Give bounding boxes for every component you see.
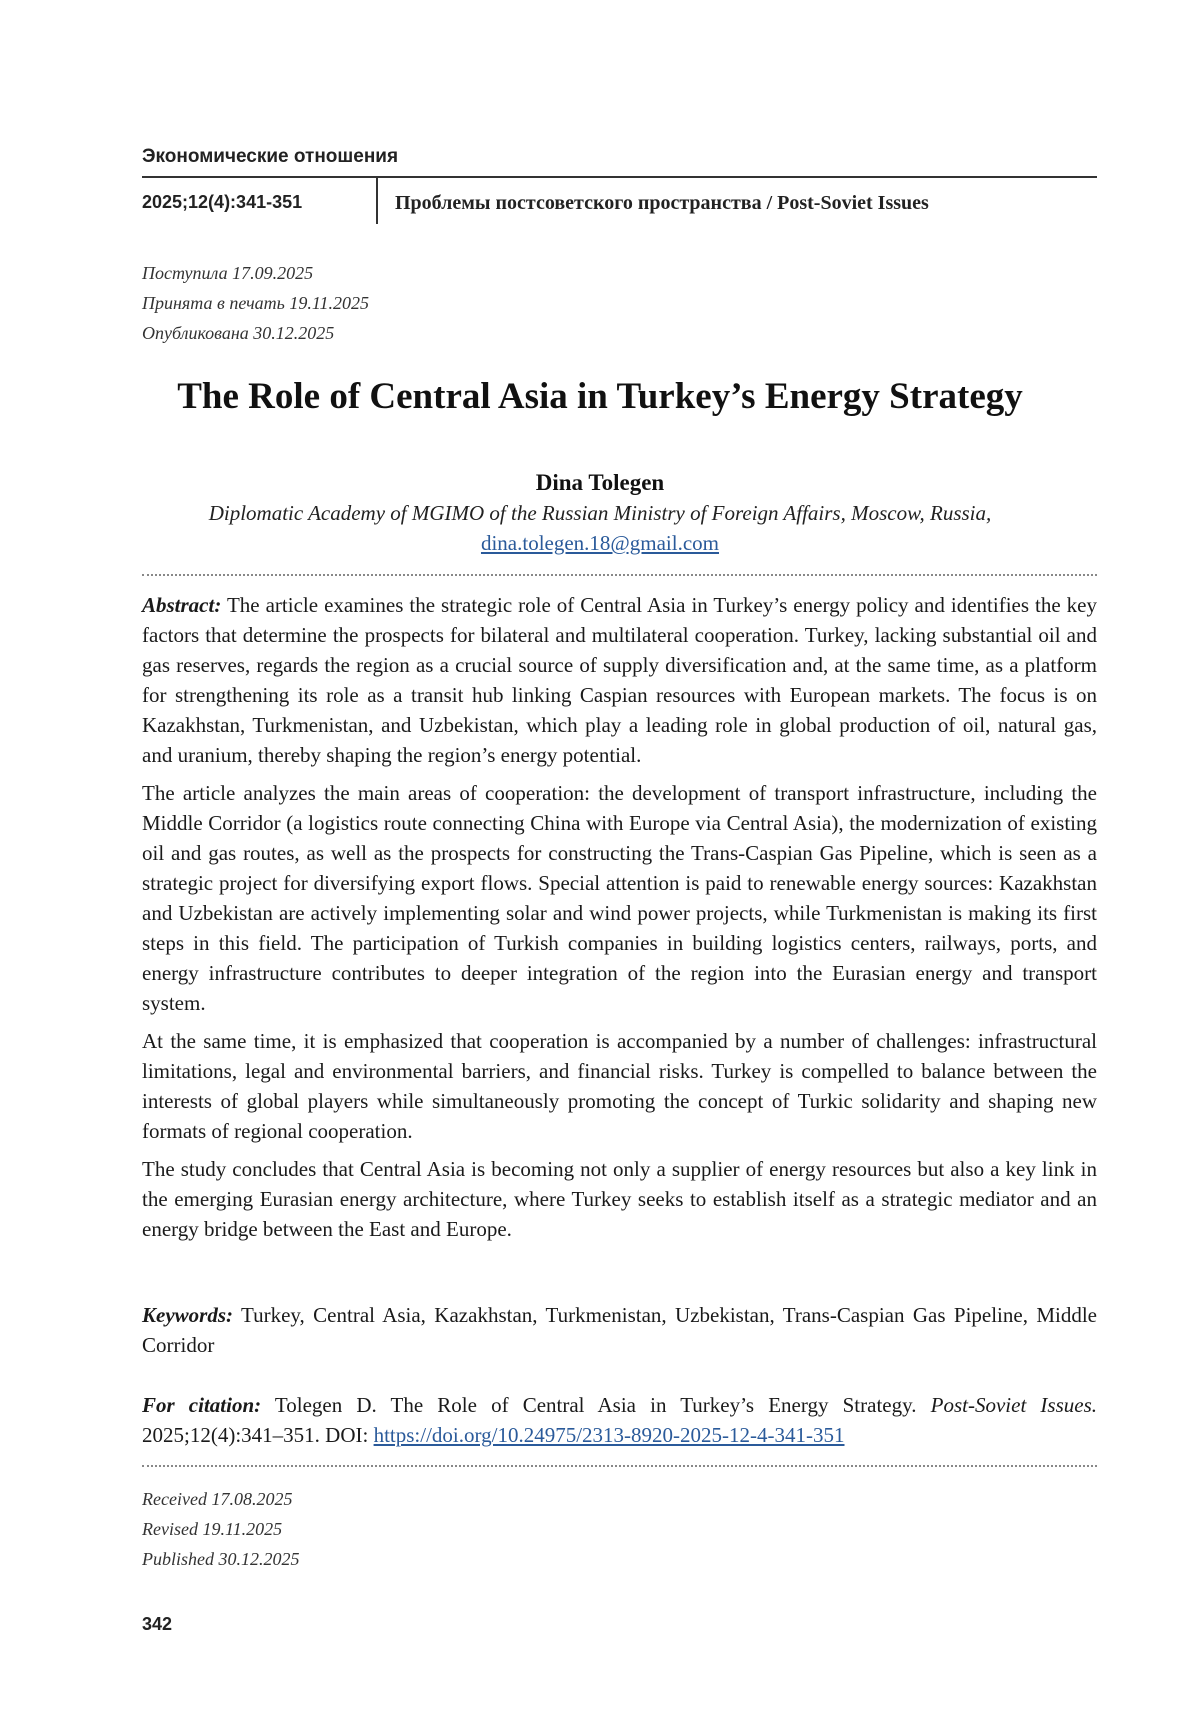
citation-journal: Post-Soviet Issues. (930, 1393, 1097, 1417)
date-published-en: Published 30.12.2025 (142, 1549, 300, 1569)
abstract-paragraph-3: At the same time, it is emphasized that cooperation is accompanied by a number of challenges: infrastructural limitations, legal and environmental barriers, and financial risks. Turkey is compelled to balance between the interests of global players while simultaneously promoting the concept of Turkic solidarity and shaping new formats of regional cooperation. (142, 1029, 1097, 1143)
citation-details: 2025;12(4):341–351. (142, 1423, 320, 1447)
abstract-paragraph-4: The study concludes that Central Asia is becoming not only a supplier of energy resources but also a key link in the emerging Eurasian energy architecture, where Turkey seeks to establish itself as a strategic mediator and an energy bridge between the East and Europe. (142, 1157, 1097, 1241)
date-published-ru: Опубликована 30.12.2025 (142, 323, 335, 343)
abstract-paragraph-1 (142, 590, 1097, 770)
dotted-divider-top (142, 574, 1097, 576)
dotted-divider-bottom (142, 1465, 1097, 1467)
abstract-label: Abstract: (142, 593, 222, 617)
abstract (142, 590, 1097, 1252)
citation-doi-link[interactable]: https://doi.org/10.24975/2313-8920-2025-12-4-341-351 (373, 1423, 845, 1447)
date-accepted-ru: Принята в печать 19.11.2025 (142, 293, 370, 313)
header-divider (376, 178, 378, 224)
abstract-text-1: The article examines the strategic role of Central Asia in Turkey’s energy policy and identifies the key factors that determine the prospects for bilateral and multilateral cooperation. Turkey, lacking substantial oil and gas reserves, regards the region as a crucial source of supply diversification and, at the same time, as a platform for strengthening its role as a transit hub linking Caspian resources with European markets. The focus is on Kazakhstan, Turkmenistan, and Uzbekistan, which play a leading role in global production of oil, natural gas, and uranium, thereby shaping the region’s energy potential. (142, 593, 1097, 767)
author-email-line (0, 531, 1200, 556)
dates-russian (142, 258, 369, 348)
author-email-link[interactable]: dina.tolegen.18@gmail.com (480, 531, 720, 555)
article-title: The Role of Central Asia in Turkey’s Energy Strategy (177, 376, 1023, 417)
volume-info: 2025;12(4):341-351 (142, 192, 303, 212)
citation (142, 1390, 1097, 1450)
citation-text: Tolegen D. The Role of Central Asia in Turkey’s Energy Strategy. (274, 1393, 917, 1417)
section-title: Экономические отношения (142, 146, 399, 167)
abstract-paragraph-2: The article analyzes the main areas of cooperation: the development of transport infrastructure, including the Middle Corridor (a logistics route connecting China with Europe via Central Asia), the modernization of existing oil and gas routes, as well as the prospects for constructing the Trans-Caspian Gas Pipeline, which is seen as a strategic project for diversifying export flows. Special attention is paid to renewable energy sources: Kazakhstan and Uzbekistan are actively implementing solar and wind power projects, while Turkmenistan is making its first steps in this field. The participation of Turkish companies in building logistics centers, railways, ports, and energy infrastructure contributes to deeper integration of the region into the Eurasian energy and transport system. (142, 781, 1097, 1015)
dates-english (142, 1484, 300, 1574)
citation-doi-label: DOI: (325, 1423, 369, 1447)
keywords-text: Turkey, Central Asia, Kazakhstan, Turkmenistan, Uzbekistan, Trans-Caspian Gas Pipeline, Middle Corridor (142, 1303, 1097, 1357)
citation-label: For citation: (142, 1393, 262, 1417)
journal-name: Проблемы постсоветского пространства / Post-Soviet Issues (395, 192, 929, 214)
header-rule (142, 176, 1097, 178)
date-revised-en: Revised 19.11.2025 (142, 1519, 283, 1539)
date-received-ru: Поступила 17.09.2025 (142, 263, 314, 283)
keywords-label: Keywords: (142, 1303, 233, 1327)
date-received-en: Received 17.08.2025 (142, 1489, 293, 1509)
author-name: Dina Tolegen (535, 470, 665, 495)
keywords (142, 1300, 1097, 1360)
author-affiliation: Diplomatic Academy of MGIMO of the Russian Ministry of Foreign Affairs, Moscow, Russia, (208, 501, 992, 525)
page-number: 342 (142, 1614, 173, 1634)
